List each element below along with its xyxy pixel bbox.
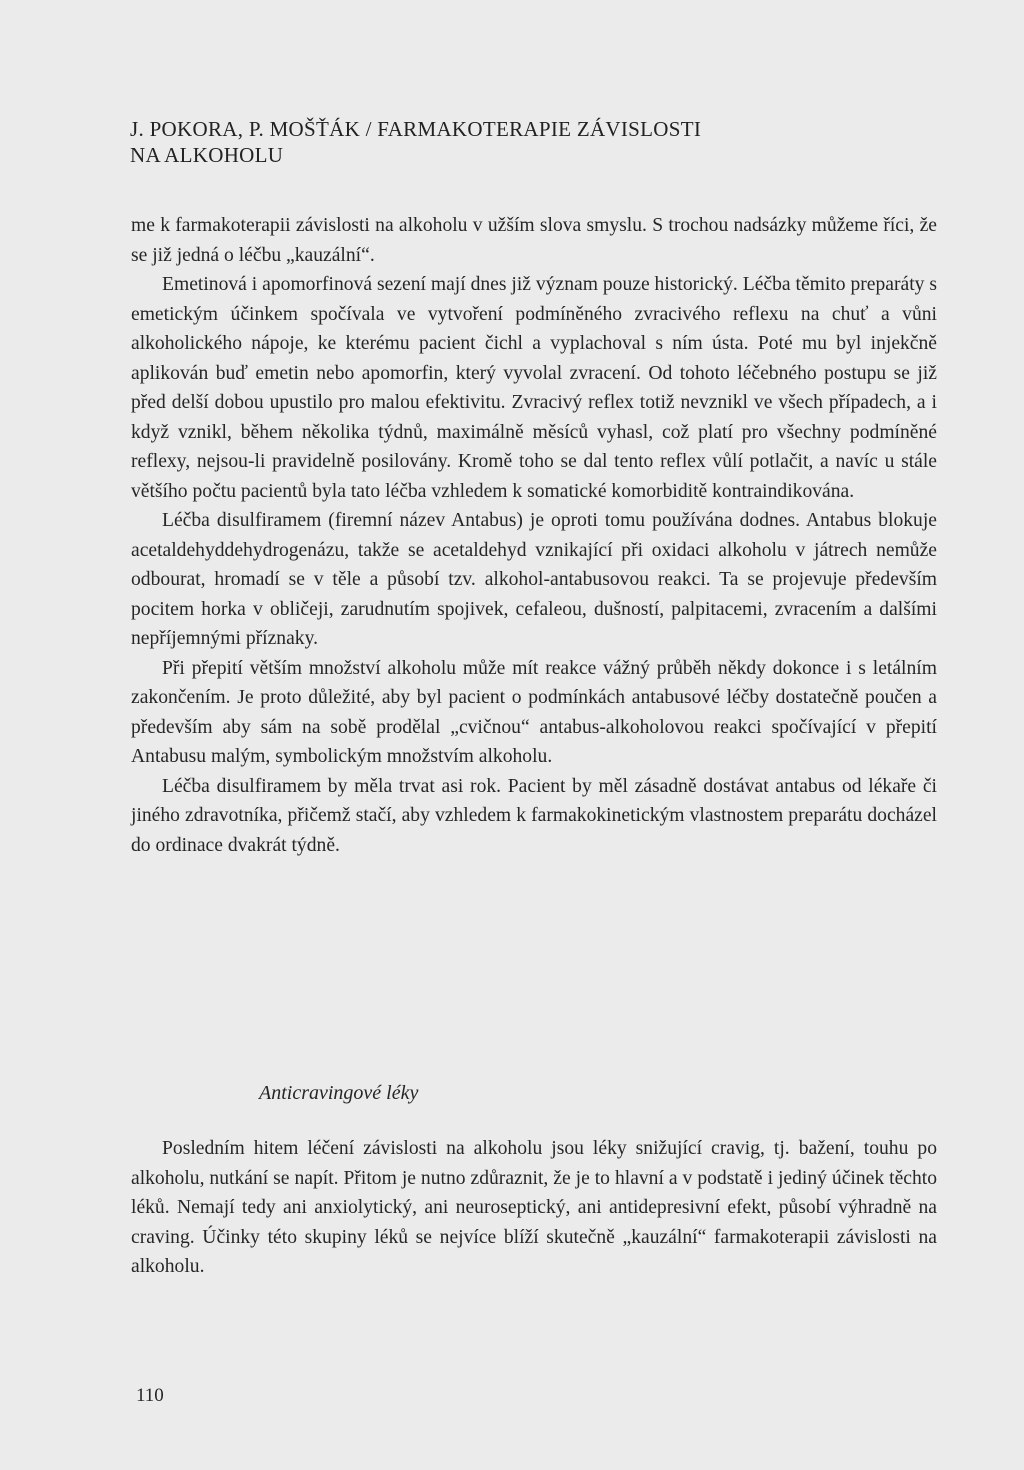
paragraph: Při přepití větším množství alkoholu může mít reakce vážný průběh někdy dokonce i s letálním zakončením. Je proto důležité, aby byl pacient o podmínkách antabusové léčby dostatečně poučen a především aby sám na sobě prodělal „cvičnou“ antabus-alkoholovou reakci spočívající v přepití Antabusu malým, symbolickým množstvím alkoholu. <box>131 657 937 767</box>
paragraph: Léčba disulfiramem (firemní název Antabus) je oproti tomu používána dodnes. Antabus blokuje acetaldehyddehydrogenázu, takže se acetaldehyd vznikající při oxidaci alkoholu v játrech nemůže odbourat, hromadí se v těle a působí tzv. alkohol-antabusovou reakci. Ta se projevuje především pocitem horka v obličeji, zarudnutím spojivek, cefaleou, dušností, palpitacemi, zvracením a dalšími nepříjemnými příznaky. <box>131 510 937 649</box>
paragraph: Emetinová i apomorfinová sezení mají dnes již význam pouze historický. Léčba těmito preparáty s emetickým účinkem spočívala ve vytvoření podmíněného zvracivého reflexu na chuť a vůni alkoholického nápoje, ke kterému pacient čichl a vyplachoval s ním ústa. Poté mu byl injekčně aplikován buď emetin nebo apomorfin, který vyvolal zvracení. Od tohoto léčebného postupu se již před delší dobou upustilo pro malou efektivitu. Zvracivý reflex totiž nevznikl ve všech případech, a i když vznikl, během několika týdnů, maximálně měsíců vyhasl, což platí pro všechny podmíněné reflexy, nejsou-li pravidelně posilovány. Kromě toho se dal tento reflex vůlí potlačit, a navíc u stále většího počtu pacientů byla tato léčba vzhledem k somatické komorbiditě kontraindikována. <box>131 274 937 502</box>
page-number: 110 <box>136 1385 164 1406</box>
section-subheading: Anticravingové léky <box>259 1082 419 1104</box>
paragraph: me k farmakoterapii závislosti na alkoholu v užším slova smyslu. S trochou nadsázky můžeme říci, že se již jedná o léčbu „kauzální“. <box>131 215 937 266</box>
paragraph: Posledním hitem léčení závislosti na alkoholu jsou léky snižující cravig, tj. bažení, touhu po alkoholu, nutkání se napít. Přitom je nutno zdůraznit, že je to hlavní a v podstatě i jediný účinek těchto léků. Nemají tedy ani anxiolytický, ani neuroseptický, ani antidepresivní efekt, působí výhradně na craving. Účinky této skupiny léků se nejvíce blíží skutečně „kauzální“ farmakoterapii závislosti na alkoholu. <box>131 1138 937 1277</box>
header-line-2: NA ALKOHOLU <box>130 143 284 167</box>
section-text <box>131 1134 937 1282</box>
paragraph: Léčba disulfiramem by měla trvat asi rok. Pacient by měl zásadně dostávat antabus od lékaře či jiného zdravotníka, přičemž stačí, aby vzhledem k farmakokinetickým vlastnostem preparátu docházel do ordinace dvakrát týdně. <box>131 775 937 856</box>
running-header <box>130 116 890 168</box>
main-text <box>131 211 937 860</box>
header-line-1: J. POKORA, P. MOŠŤÁK / FARMAKOTERAPIE ZÁVISLOSTI <box>130 117 702 141</box>
